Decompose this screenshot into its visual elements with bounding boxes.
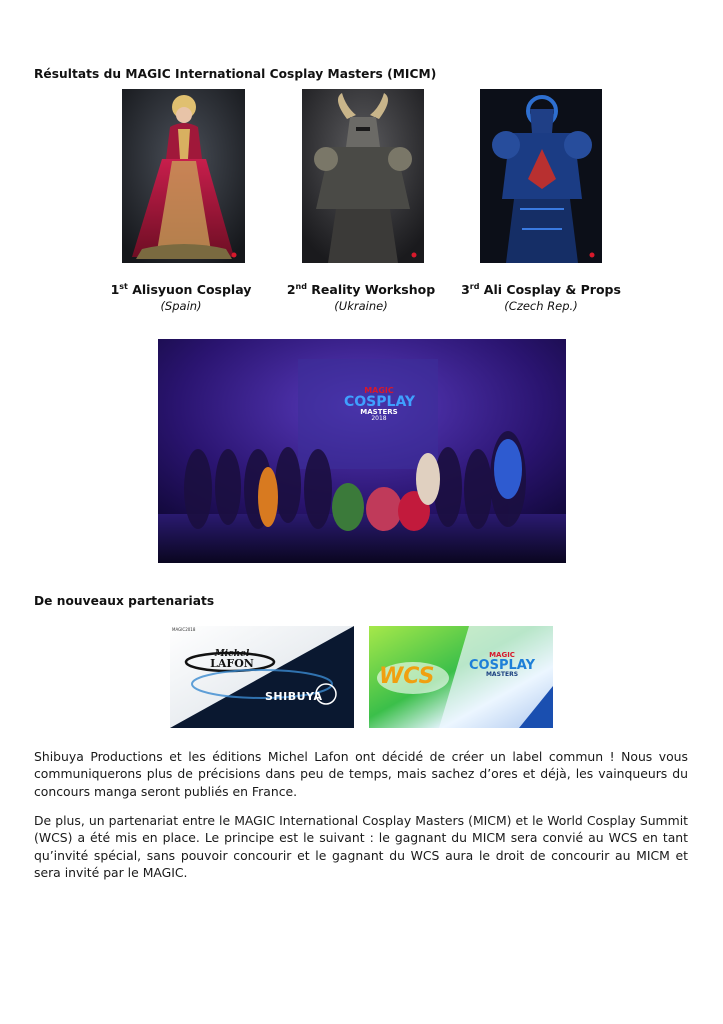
section-heading-results: Résultats du MAGIC International Cosplay Masters (MICM) [34, 67, 437, 81]
winner-caption-3 [446, 282, 636, 313]
magic-logo-line2: COSPLAY [469, 658, 535, 673]
paragraph-shibuya-lafon: Shibuya Productions et les éditions Michel Lafon ont décidé de créer un label commun ! Nous vous communiquerons plus de précisions dans peu de temps, mais sachez d’ores et déjà, les vainqueurs du concours manga seront publiés en France. [34, 749, 688, 799]
winner-name-2: 2nd Reality Workshop [286, 282, 436, 298]
winner-photo-1 [122, 89, 245, 263]
winner-name-1: 1st Alisyuon Cosplay [110, 282, 252, 298]
winner-country-2: (Ukraine) [334, 299, 388, 314]
michel-lafon-line1: Michel [214, 649, 250, 659]
winner-name-3: 3rd Ali Cosplay & Props [461, 282, 621, 298]
michel-lafon-line2: LAFON [210, 656, 254, 670]
wcs-logo-text: WCS [379, 664, 435, 689]
stage-banner-year: 2018 [371, 415, 387, 422]
winner-country-1: (Spain) [160, 299, 202, 314]
partner-logo-small-tag: MAGIC2018 [172, 627, 196, 632]
magic-logo-line3: MASTERS [485, 671, 519, 678]
shibuya-logo-text: SHIBUYA [265, 690, 323, 703]
partner-logo-michel-lafon-shibuya [170, 626, 354, 728]
paragraph-micm-wcs: De plus, un partenariat entre le MAGIC International Cosplay Masters (MICM) et le World Cosplay Summit (WCS) a été mis en place. Le principe est le suivant : le gagnant du MICM sera convié au WCS en tant qu’invité spécial, sans pouvoir concourir et le gagnant du WCS aura le droit de concourir au MICM et sera invité par le MAGIC. [34, 813, 688, 880]
winner-caption-1 [86, 282, 276, 313]
section-heading-partnerships: De nouveaux partenariats [34, 594, 215, 608]
winner-caption-2 [266, 282, 456, 313]
stage-banner-line3: MASTERS [360, 408, 398, 416]
winner-photo-2 [302, 89, 424, 263]
magic-logo-line1: MAGIC [489, 651, 515, 659]
stage-banner-line2: COSPLAY [344, 394, 416, 410]
partner-logo-wcs-magic [369, 626, 553, 728]
stage-banner [344, 387, 414, 422]
winner-photo-3 [480, 89, 602, 263]
winner-country-3: (Czech Rep.) [504, 299, 578, 314]
magic-cosplay-masters-logo [465, 652, 539, 678]
stage-group-photo [158, 339, 566, 563]
stage-banner-line1: MAGIC [364, 386, 394, 395]
michel-lafon-logo [204, 650, 260, 669]
